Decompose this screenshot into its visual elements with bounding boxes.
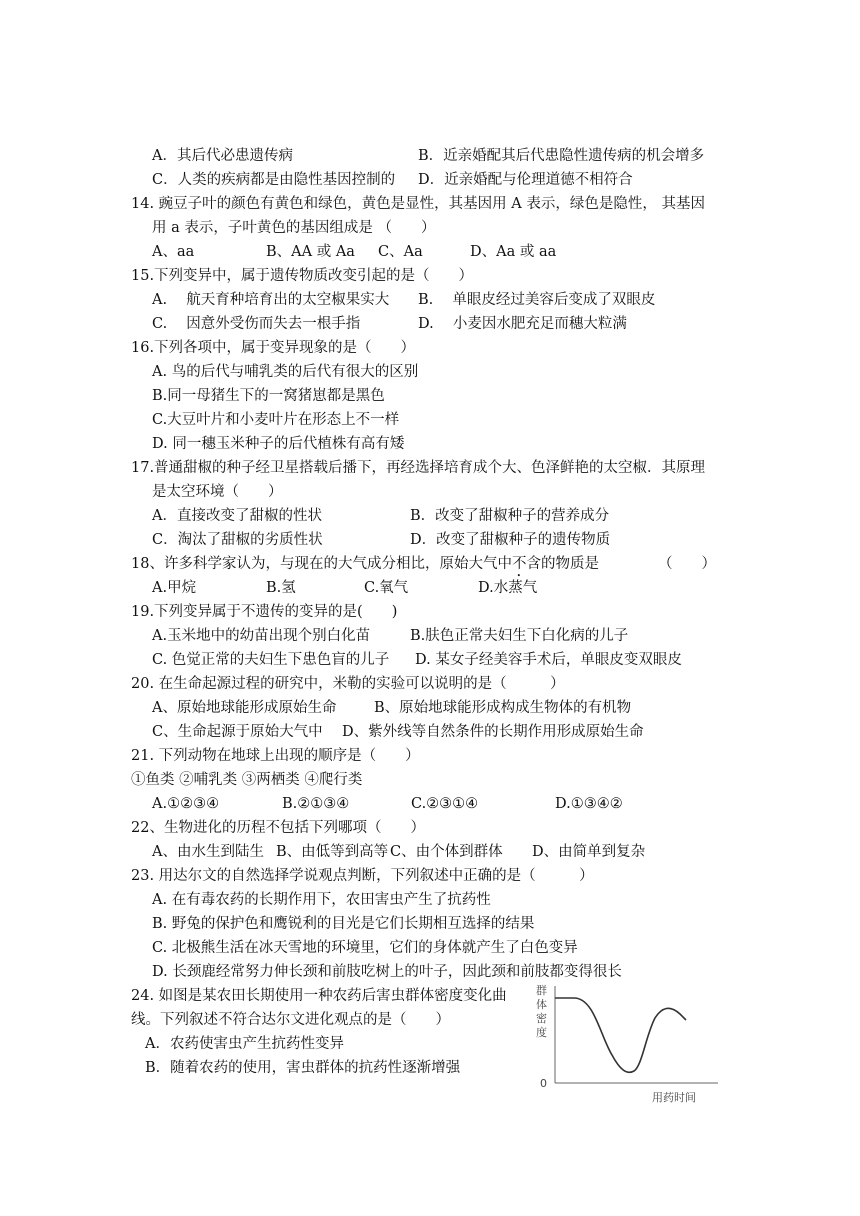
q14-option-d: D、Aa 或 aa xyxy=(470,244,557,260)
q18-option-c: C.氧气 xyxy=(364,580,409,596)
density-curve xyxy=(555,998,686,1072)
q22-option-c: C、由个体到群体 xyxy=(390,844,503,860)
q21-list: ①鱼类 ②哺乳类 ③两栖类 ④爬行类 xyxy=(131,772,363,788)
q18-stem-pre: 18、许多科学家认为，与现在的大气成分相比，原始大气中 xyxy=(131,556,512,572)
q16-option-a: A. 鸟的后代与哺乳类的后代有很大的区别 xyxy=(152,364,419,380)
q13-option-b: B．近亲婚配其后代患隐性遗传病的机会增多 xyxy=(418,148,705,164)
q17-option-b: B．改变了甜椒种子的营养成分 xyxy=(410,508,610,524)
q14-stem-line1: 14. 豌豆子叶的颜色有黄色和绿色，黄色是显性，其基因用 A 表示，绿色是隐性， 其基因 xyxy=(131,196,705,212)
q15-option-b: B. 单眼皮经过美容后变成了双眼皮 xyxy=(418,292,656,308)
q20-option-b: B、原始地球能形成构成生物体的有机物 xyxy=(374,700,632,716)
q22-option-a: A、由水生到陆生 xyxy=(152,844,264,860)
q22-stem: 22、生物进化的历程不包括下列哪项（ ） xyxy=(131,820,425,836)
q18-stem xyxy=(131,554,599,580)
q15-option-d: D. 小麦因水肥充足而穗大粒满 xyxy=(418,316,627,332)
q18-stem-post: 含的物质是 xyxy=(526,556,599,572)
q19-option-c: C. 色觉正常的夫妇生下患色盲的儿子 xyxy=(152,652,390,668)
q13-option-a: A．其后代必患遗传病 xyxy=(152,148,293,164)
q21-option-c: C.②③①④ xyxy=(411,796,479,812)
q23-option-a: A. 在有毒农药的长期作用下，农田害虫产生了抗药性 xyxy=(152,892,491,908)
q18-stem-emphasis: 不 xyxy=(511,556,527,572)
q22-option-d: D、由简单到复杂 xyxy=(532,844,646,860)
q13-option-c: C．人类的疾病都是由隐性基因控制的 xyxy=(152,172,396,188)
q17-stem-line1: 17.普通甜椒的种子经卫星搭载后播下，再经选择培育成个大、色泽鲜艳的太空椒．其原理 xyxy=(131,460,706,476)
q16-option-b: B.同一母猪生下的一窝猪崽都是黑色 xyxy=(152,388,385,404)
q17-option-d: D．改变了甜椒种子的遗传物质 xyxy=(410,532,611,548)
q21-option-d: D.①③④② xyxy=(555,796,623,812)
q20-stem: 20. 在生命起源过程的研究中，米勒的实验可以说明的是（ ） xyxy=(131,676,565,692)
q21-option-b: B.②①③④ xyxy=(282,796,350,812)
q14-option-c: C、Aa xyxy=(378,244,423,260)
y-axis-label-char-2: 体 xyxy=(536,998,547,1011)
pest-density-graph xyxy=(522,980,722,1105)
x-axis-label: 用药时间 xyxy=(652,1091,696,1104)
y-axis-label-char-3: 密 xyxy=(536,1012,547,1025)
q20-option-c: C、生命起源于原始大气中 xyxy=(152,724,323,740)
q24-option-a: A．农药使害虫产生抗药性变异 xyxy=(145,1036,344,1052)
q21-option-a: A.①②③④ xyxy=(152,796,220,812)
q14-stem-line2: 用 a 表示，子叶黄色的基因组成是 （ ） xyxy=(152,220,436,236)
q16-option-d: D. 同一穗玉米种子的后代植株有高有矮 xyxy=(152,436,405,452)
q21-stem: 21. 下列动物在地球上出现的顺序是（ ） xyxy=(131,748,420,764)
q20-option-a: A、原始地球能形成原始生命 xyxy=(152,700,337,716)
q14-option-b: B、AA 或 Aa xyxy=(266,244,355,260)
q19-option-b: B.肤色正常夫妇生下白化病的儿子 xyxy=(410,628,629,644)
q17-option-c: C．淘汰了甜椒的劣质性状 xyxy=(152,532,323,548)
q23-option-d: D. 长颈鹿经常努力伸长颈和前肢吃树上的叶子，因此颈和前肢都变得很长 xyxy=(152,964,622,980)
q22-option-b: B、由低等到高等 xyxy=(276,844,389,860)
q23-stem: 23. 用达尔文的自然选择学说观点判断，下列叙述中正确的是（ ） xyxy=(131,868,594,884)
q23-option-b: B. 野兔的保护色和鹰锐利的目光是它们长期相互选择的结果 xyxy=(152,916,535,932)
q13-option-d: D．近亲婚配与伦理道德不相符合 xyxy=(418,172,633,188)
q18-answer-paren: （ ） xyxy=(658,556,716,572)
y-axis-label-char-4: 度 xyxy=(536,1026,547,1039)
q16-stem: 16.下列各项中，属于变异现象的是（ ） xyxy=(131,340,416,356)
q18-option-d: D.水蒸气 xyxy=(478,580,538,596)
q15-stem: 15.下列变异中，属于遗传物质改变引起的是（ ） xyxy=(131,268,474,284)
q24-option-b: B．随着农药的使用，害虫群体的抗药性逐渐增强 xyxy=(145,1060,461,1076)
q18-option-b: B.氢 xyxy=(266,580,296,596)
origin-label: 0 xyxy=(540,1077,547,1090)
q17-stem-line2: 是太空环境（ ） xyxy=(152,484,283,500)
y-axis-label-char-1: 群 xyxy=(536,984,547,997)
q19-option-a: A.玉米地中的幼苗出现个别白化苗 xyxy=(152,628,371,644)
q15-option-a: A. 航天育种培育出的太空椒果实大 xyxy=(152,292,390,308)
q15-option-c: C. 因意外受伤而失去一根手指 xyxy=(152,316,361,332)
q18-option-a: A.甲烷 xyxy=(152,580,197,596)
q14-option-a: A、aa xyxy=(152,244,195,260)
q24-stem-line1: 24. 如图是某农田长期使用一种农药后害虫群体密度变化曲 xyxy=(131,988,507,1004)
q19-option-d: D. 某女子经美容手术后，单眼皮变双眼皮 xyxy=(415,652,682,668)
q19-stem: 19.下列变异属于不遗传的变异的是( ) xyxy=(131,604,398,620)
q17-option-a: A．直接改变了甜椒的性状 xyxy=(152,508,322,524)
q24-stem-line2: 线。下列叙述不符合达尔文进化观点的是（ ） xyxy=(131,1012,450,1028)
q20-option-d: D、紫外线等自然条件的长期作用形成原始生命 xyxy=(342,724,644,740)
q23-option-c: C. 北极熊生活在冰天雪地的环境里，它们的身体就产生了白色变异 xyxy=(152,940,578,956)
q16-option-c: C.大豆叶片和小麦叶片在形态上不一样 xyxy=(152,412,400,428)
